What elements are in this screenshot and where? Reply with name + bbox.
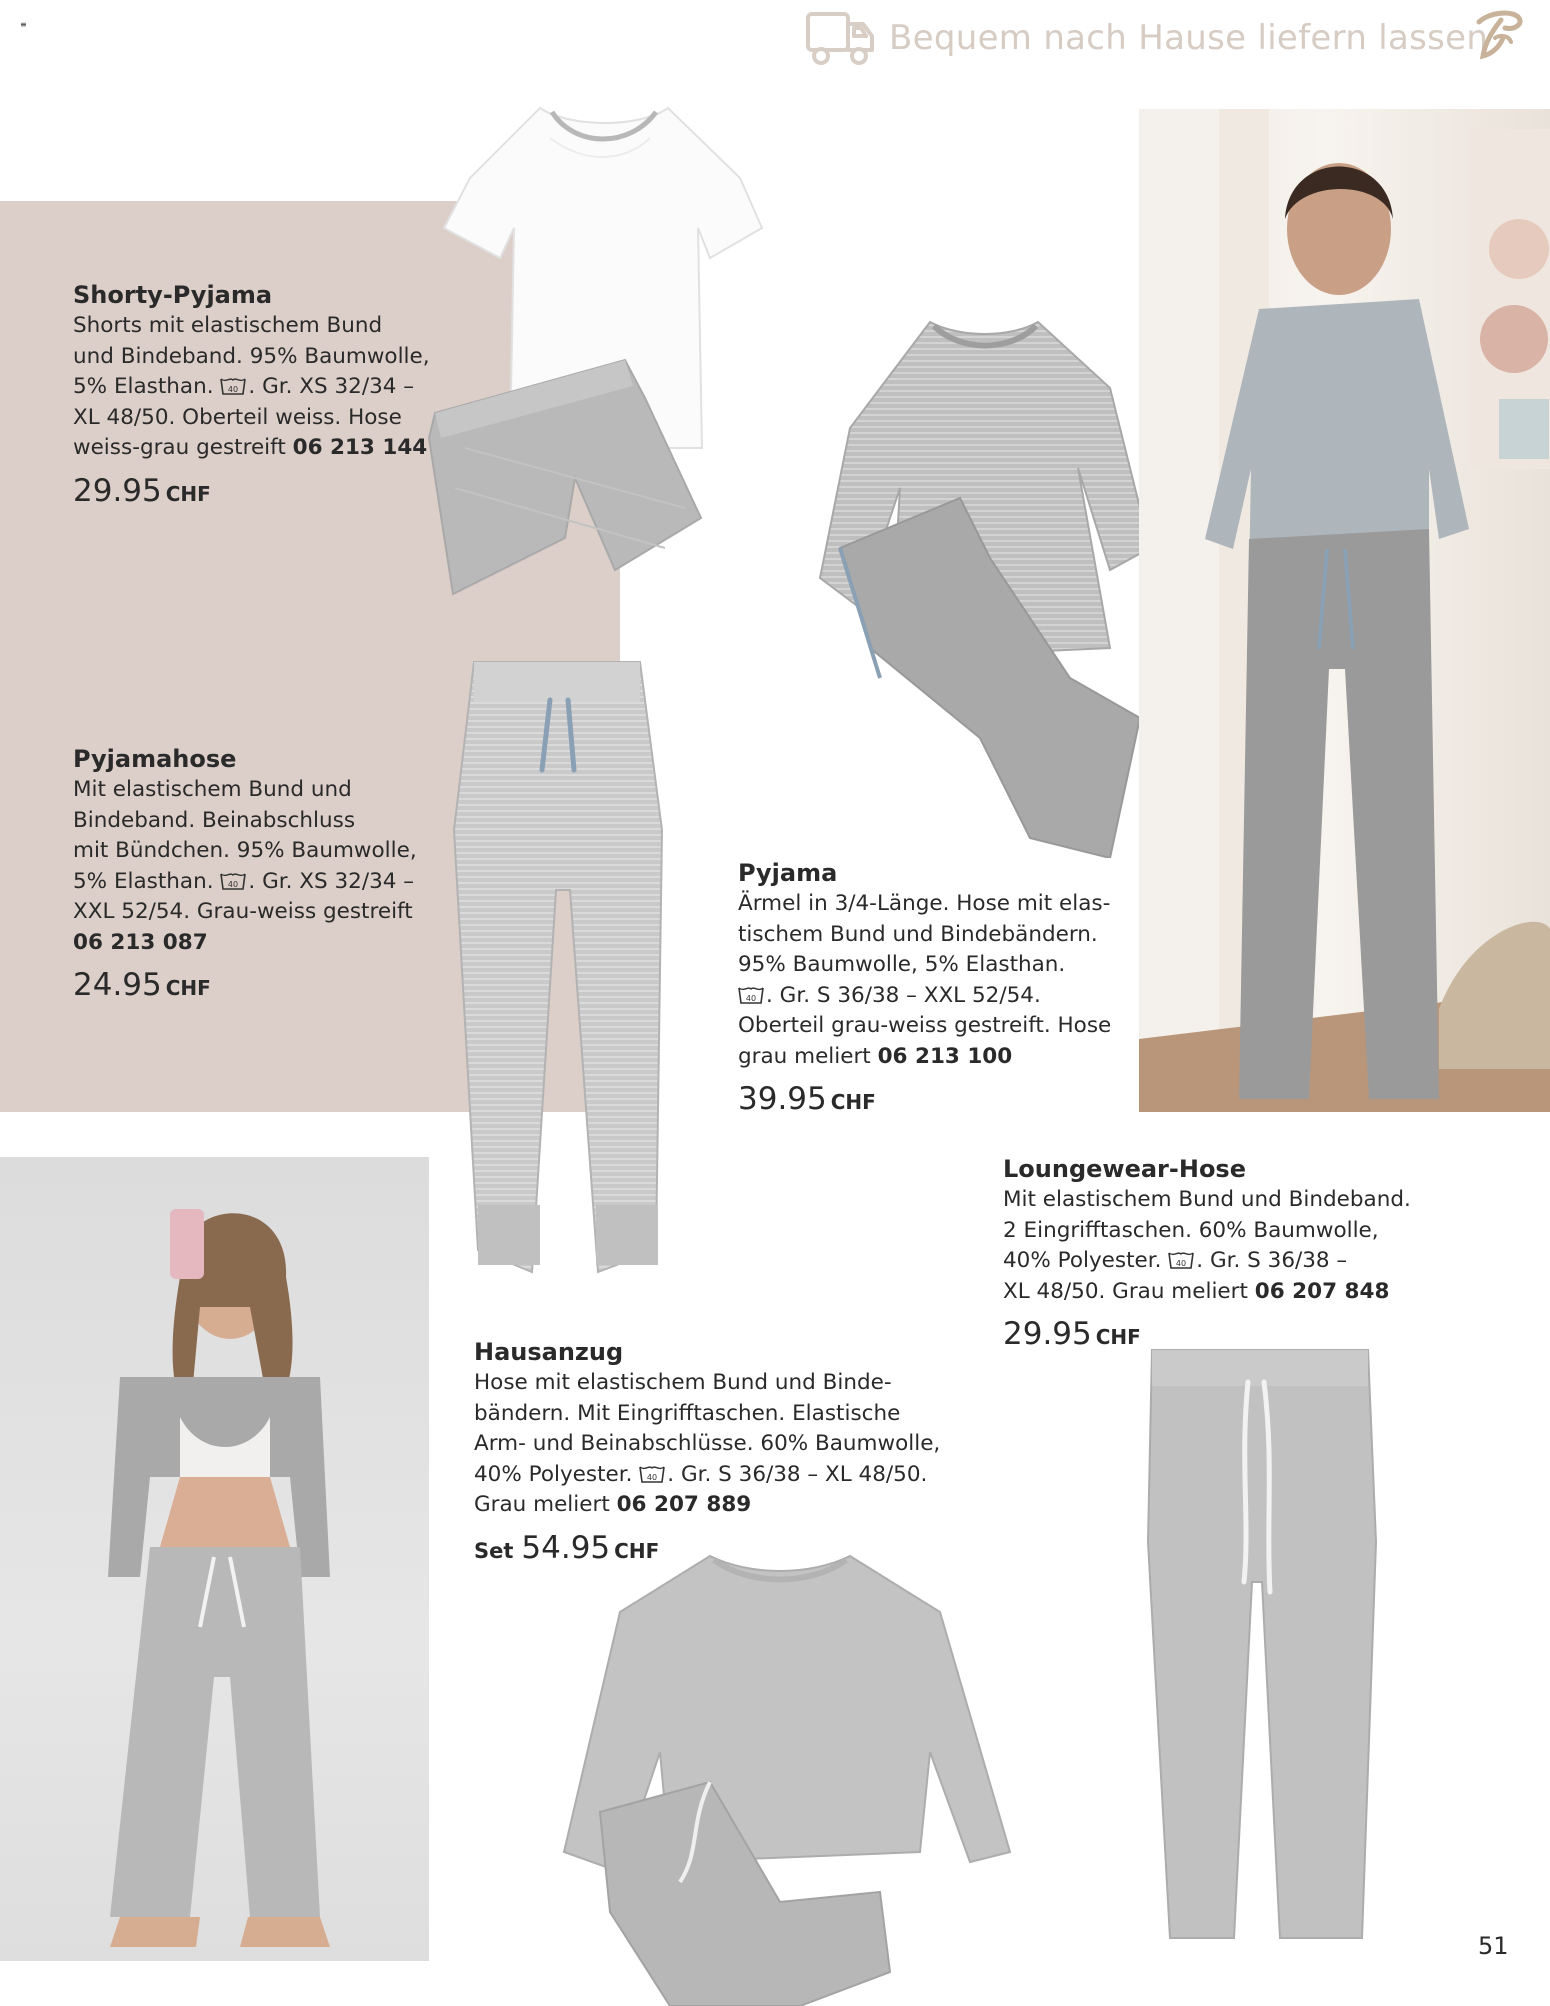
article-number: 06 213 144 <box>292 435 428 460</box>
product-desc-part: . Gr. XS 32/34 – XXL 52/54. Grau-weiss gestreift <box>73 868 415 924</box>
model-photo-pyjama <box>1139 109 1550 1112</box>
wash-40-icon <box>220 376 246 396</box>
price-currency: CHF <box>1095 1325 1141 1349</box>
striped-pyjama-pants-image <box>450 660 670 1280</box>
page-header <box>805 8 1535 68</box>
product-price <box>73 472 453 513</box>
product-description <box>1003 1185 1423 1307</box>
wash-40-icon <box>738 985 764 1005</box>
product-title: Hausanzug <box>474 1338 624 1366</box>
price-currency: CHF <box>165 481 211 506</box>
price-value: 24.95 <box>73 967 162 1003</box>
product-desc-part: Ärmel in 3/4-Länge. Hose mit elas- tischem Bund und Bindebändern. 95% Baumwolle, 5% Elasthan. <box>738 891 1111 977</box>
brand-logo-icon <box>1471 8 1525 62</box>
article-number: 06 207 848 <box>1254 1278 1390 1304</box>
product-price <box>474 1529 944 1570</box>
wash-40-icon <box>220 871 246 891</box>
svg-text:40: 40 <box>228 385 239 394</box>
product-description <box>73 775 453 958</box>
product-loungewear-hose <box>1003 1153 1423 1356</box>
price-currency: CHF <box>830 1090 876 1114</box>
product-price <box>73 966 453 1007</box>
svg-text:40: 40 <box>1176 1259 1187 1268</box>
product-price <box>738 1080 1118 1121</box>
loungewear-pants-image <box>1140 1342 1380 1942</box>
price-value: 29.95 <box>1003 1316 1092 1352</box>
product-shorty-pyjama <box>73 279 453 513</box>
product-description <box>73 311 453 464</box>
product-hausanzug <box>474 1336 944 1570</box>
product-title: Loungewear-Hose <box>1003 1155 1246 1183</box>
product-title: Pyjamahose <box>73 745 237 773</box>
product-pyjamahose <box>73 743 453 1007</box>
product-desc-part: Mit elastischem Bund und Bindeband. Beinabschluss mit Bündchen. 95% Baumwolle, 5% Elasthan. <box>73 777 417 894</box>
model-photo-hausanzug <box>0 1157 429 1961</box>
article-number: 06 207 889 <box>616 1492 752 1517</box>
set-label: Set <box>474 1538 514 1563</box>
product-desc-part: . Gr. S 36/38 – XL 48/50. Grau meliert <box>474 1461 928 1517</box>
product-title: Shorty-Pyjama <box>73 281 273 309</box>
wash-40-icon <box>1168 1250 1194 1270</box>
product-desc-part: Mit elastischem Bund und Bindeband. 2 Eingrifftaschen. 60% Baumwolle, 40% Polyester. <box>1003 1187 1411 1273</box>
price-value: 39.95 <box>738 1081 827 1117</box>
article-number: 06 213 100 <box>877 1043 1013 1069</box>
svg-text:40: 40 <box>745 993 757 1003</box>
hausanzug-set-image <box>560 1552 1015 2006</box>
product-desc-part: . Gr. S 36/38 – XL 48/50. Grau meliert <box>1003 1248 1348 1304</box>
product-title: Pyjama <box>738 859 838 887</box>
product-description <box>474 1368 944 1521</box>
price-value: 29.95 <box>73 472 162 509</box>
svg-text:40: 40 <box>647 1472 658 1482</box>
grey-shorts-image <box>425 358 705 598</box>
product-desc-part: Hose mit elastischem Bund und Binde- bändern. Mit Eingrifftaschen. Elastische Arm- und Beinabschlüsse. 60% Baumwolle, 40% Polyester. <box>474 1370 941 1487</box>
product-desc-part: . Gr. XS 32/34 – XL 48/50. Oberteil weiss. Hose weiss-grau gestreift <box>73 374 415 460</box>
corner-menu-mark: ≡ <box>20 20 27 29</box>
price-currency: CHF <box>614 1538 660 1563</box>
article-number: 06 213 087 <box>73 929 208 955</box>
product-desc-part: . Gr. S 36/38 – XXL 52/54. Oberteil grau-weiss gestreift. Hose grau meliert <box>738 982 1112 1069</box>
product-description <box>738 889 1118 1072</box>
pyjama-set-image <box>810 318 1150 858</box>
price-currency: CHF <box>165 976 211 1000</box>
product-price <box>1003 1315 1423 1356</box>
product-pyjama <box>738 857 1118 1121</box>
wash-40-icon <box>639 1464 665 1484</box>
price-value: 54.95 <box>521 1529 611 1566</box>
page-number: 51 <box>1478 1932 1509 1960</box>
product-desc-part: Shorts mit elastischem Bund und Bindeband. 95% Baumwolle, 5% Elasthan. <box>73 313 430 399</box>
truck-icon <box>805 8 875 68</box>
header-tagline: Bequem nach Hause liefern lassen <box>889 18 1489 58</box>
svg-text:40: 40 <box>228 879 239 889</box>
